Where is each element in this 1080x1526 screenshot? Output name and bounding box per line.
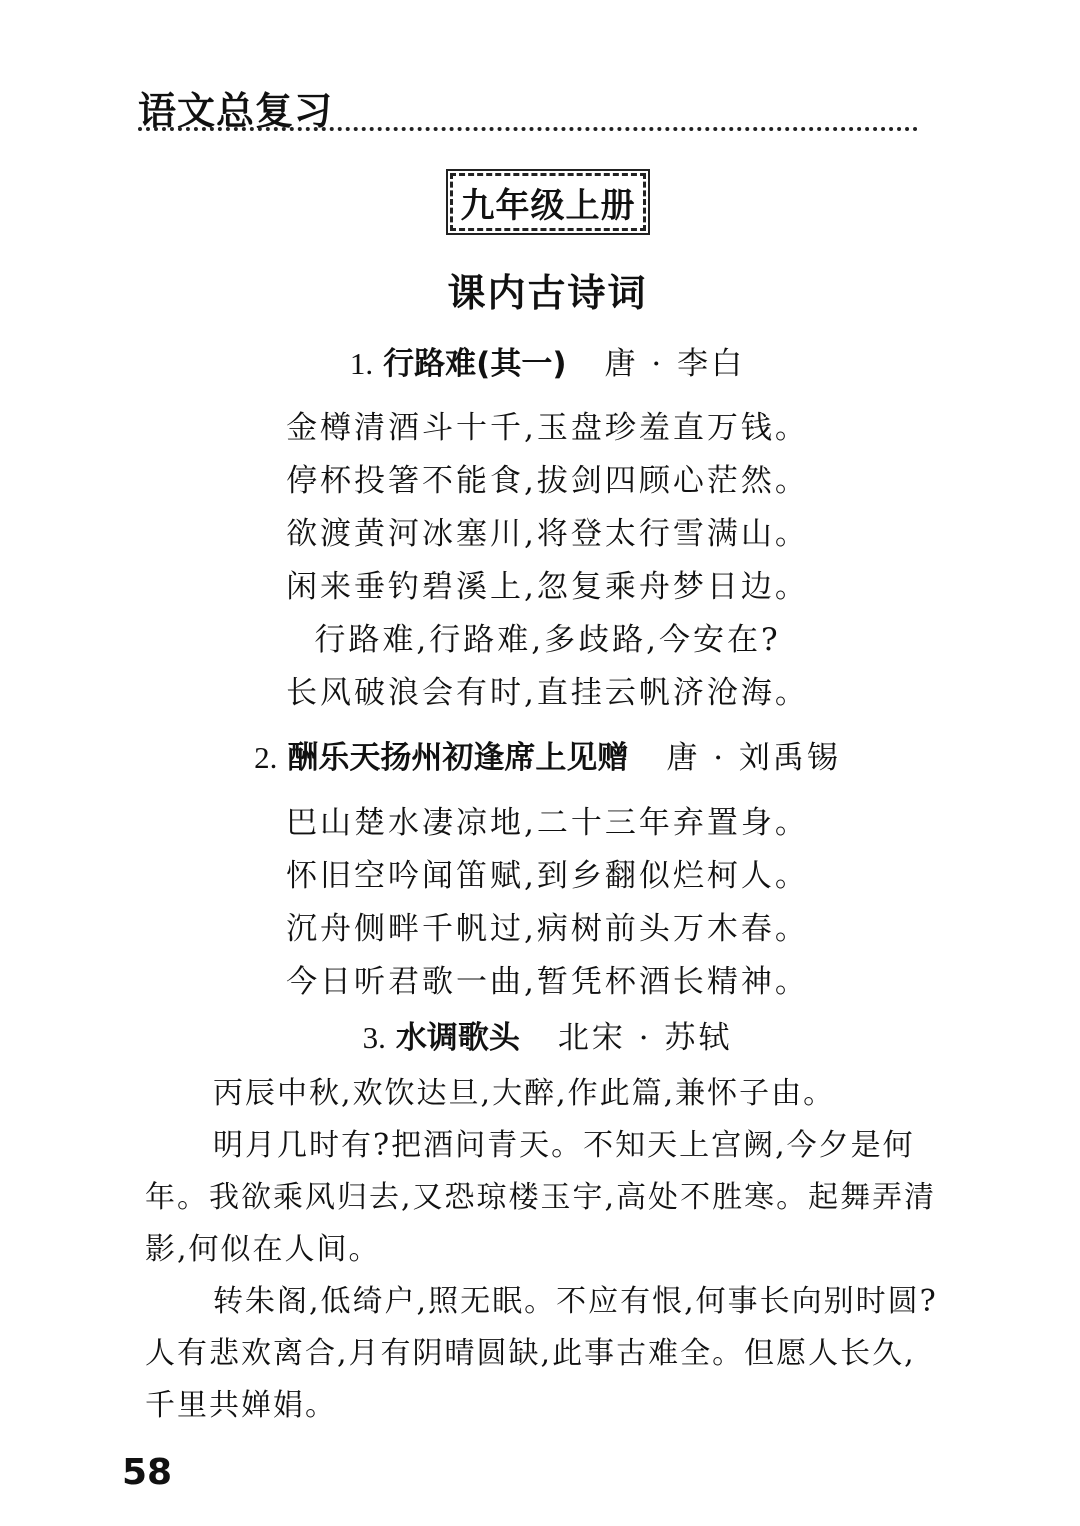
grade-label-box [450,173,646,231]
poem-title: 行路难(其一) [383,346,567,382]
poem-author: 北宋 · 苏轼 [557,1020,733,1056]
header-dotted-rule [138,127,918,131]
poem-number: 1. [349,346,374,381]
poem-line: 停杯投箸不能食,拔剑四顾心茫然。 [286,463,809,499]
poem-3-heading [0,1012,1080,1057]
poem-number: 3. [362,1020,386,1055]
poem-1-heading [0,338,1080,383]
poem-paragraph: 明月几时有?把酒问青天。不知天上宫阙,今夕是何年。我欲乘风归去,又恐琼楼玉宇,高处不胜寒。起舞弄清影,何似在人间。 [145,1128,937,1267]
section-title: 课内古诗词 [447,271,648,315]
poem-title: 酬乐天扬州初逢席上见赠 [287,740,629,776]
poem-line: 闲来垂钓碧溪上,忽复乘舟梦日边。 [286,569,809,605]
poem-paragraph: 转朱阁,低绮户,照无眠。不应有恨,何事长向别时圆?人有悲欢离合,月有阴晴圆缺,此事古难全。但愿人长久,千里共婵娟。 [145,1284,938,1423]
page-number: 58 [122,1452,173,1493]
poem-line: 沉舟侧畔千帆过,病树前头万木春。 [286,911,809,947]
poem-2-heading [0,732,1080,777]
poem-line: 行路难,行路难,多歧路,今安在? [314,622,781,658]
poem-line: 金樽清酒斗十千,玉盘珍羞直万钱。 [286,410,809,446]
poem-title: 水调歌头 [395,1020,520,1056]
grade-label: 九年级上册 [460,185,636,226]
poem-preface: 丙辰中秋,欢饮达旦,大醉,作此篇,兼怀子由。 [213,1076,836,1111]
poem-line: 巴山楚水凄凉地,二十三年弃置身。 [286,805,809,841]
poem-number: 2. [254,740,278,775]
poem-author: 唐 · 李白 [604,346,746,382]
poem-line: 欲渡黄河冰塞川,将登太行雪满山。 [286,516,809,552]
book-title: 语文总复习 [138,89,334,133]
poem-author: 唐 · 刘禹锡 [666,740,841,776]
poem-line: 今日听君歌一曲,暂凭杯酒长精神。 [286,964,809,1000]
poem-line: 怀旧空吟闻笛赋,到乡翻似烂柯人。 [286,858,809,894]
poem-line: 长风破浪会有时,直挂云帆济沧海。 [286,675,809,711]
